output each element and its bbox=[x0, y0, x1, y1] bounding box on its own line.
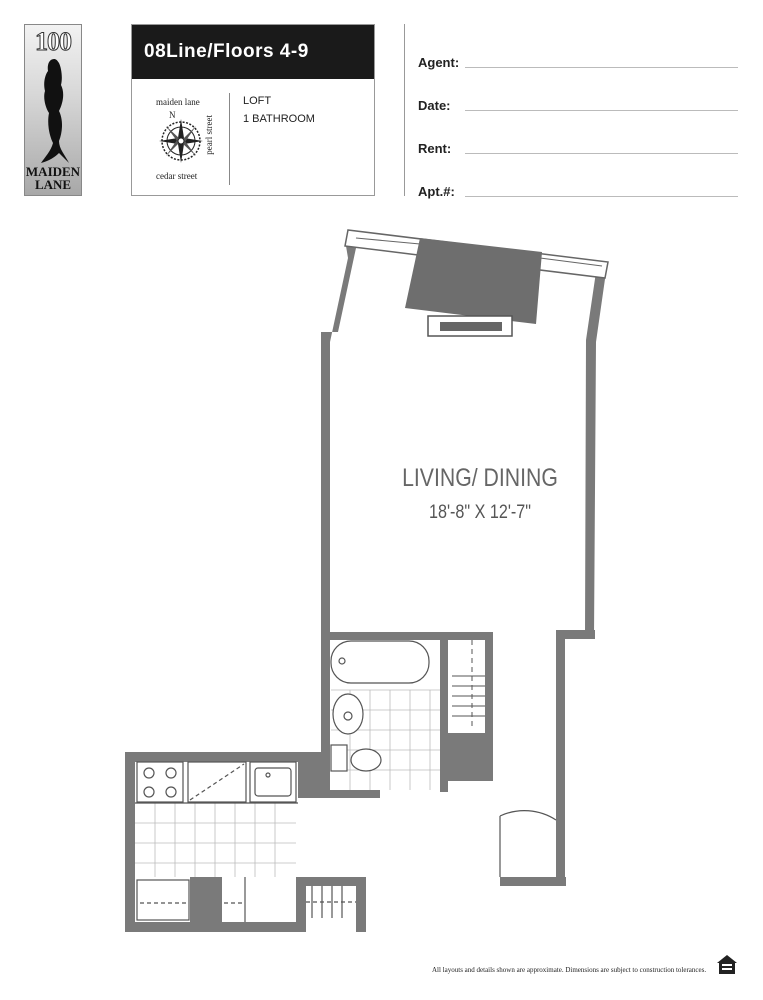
rent-label: Rent: bbox=[418, 141, 452, 156]
exterior-walls bbox=[125, 246, 606, 932]
street-maiden-lane: maiden lane bbox=[156, 97, 200, 107]
disclaimer: All layouts and details shown are approximate. Dimensions are subject to construction tolerances. bbox=[432, 966, 707, 974]
date-label: Date: bbox=[418, 98, 451, 113]
agent-label: Agent: bbox=[418, 55, 460, 70]
room-dimensions: 18'-8" X 12'-7" bbox=[428, 502, 532, 523]
unit-title: 08Line/Floors 4-9 bbox=[132, 25, 374, 79]
apt-label: Apt.#: bbox=[418, 184, 455, 199]
street-cedar-street: cedar street bbox=[156, 171, 198, 181]
unit-type: LOFT bbox=[243, 95, 272, 107]
street-pearl-street: pearl street bbox=[204, 115, 214, 155]
logo-line-2: LANE bbox=[34, 177, 72, 192]
bathroom bbox=[331, 641, 440, 790]
room-name: LIVING/ DINING bbox=[402, 464, 558, 492]
compass-north-label: N bbox=[169, 110, 176, 120]
logo-number: 100 bbox=[35, 27, 71, 56]
entry-door bbox=[500, 811, 556, 877]
closet bbox=[452, 640, 485, 730]
window-bay bbox=[345, 230, 608, 336]
equal-housing-icon bbox=[716, 954, 738, 976]
bathroom-count: 1 BATHROOM bbox=[243, 113, 315, 125]
logo-line-1: MAIDEN bbox=[25, 164, 81, 179]
